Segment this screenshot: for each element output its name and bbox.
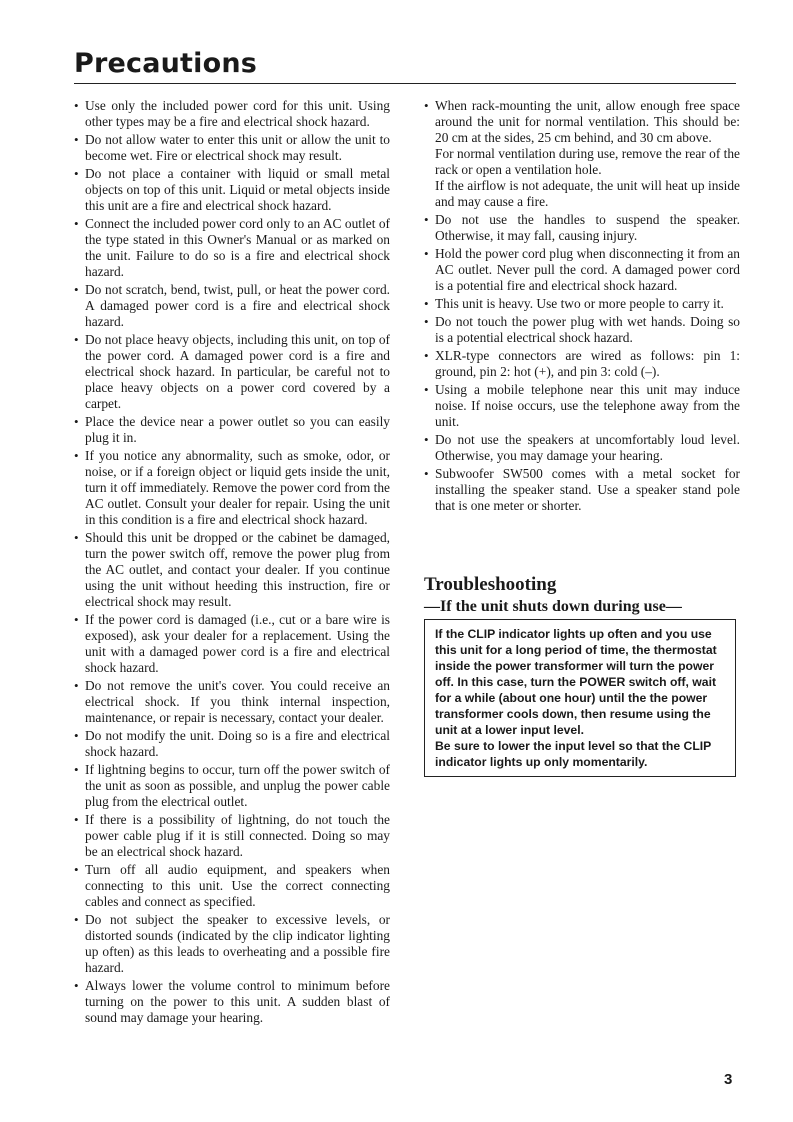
list-item: • Subwoofer SW500 comes with a metal socket for installing the speaker stand. Use a speaker stand pole that is one meter or shorter. [424,466,740,514]
precautions-list-right [424,98,740,516]
list-item: • Do not scratch, bend, twist, pull, or heat the power cord. A damaged power cord is a fire and electrical shock hazard. [74,282,390,330]
title-divider [74,83,736,84]
list-item: • Use only the included power cord for this unit. Using other types may be a fire and electrical shock hazard. [74,98,390,130]
list-item: • XLR-type connectors are wired as follows: pin 1: ground, pin 2: hot (+), and pin 3: cold (–). [424,348,740,380]
list-item: • Turn off all audio equipment, and speakers when connecting to this unit. Use the correct connecting cables and connect as specified. [74,862,390,910]
list-item: • Should this unit be dropped or the cabinet be damaged, turn the power switch off, remove the power plug from the AC outlet, and contact your dealer. If you continue using the unit without heeding this instruction, fire or electrical shock may result. [74,530,390,610]
list-item: • Do not allow water to enter this unit or allow the unit to become wet. Fire or electrical shock may result. [74,132,390,164]
troubleshooting-subheading: —If the unit shuts down during use— [424,598,682,615]
troubleshooting-note: Be sure to lower the input level so that the CLIP indicator lights up only momentarily. [435,739,712,769]
troubleshooting-box [424,619,736,777]
list-item: • If you notice any abnormality, such as smoke, odor, or noise, or if a foreign object or liquid gets inside the unit, turn it off immediately. Remove the power cord from the AC outlet. Consult your dealer for repair. Using the unit in this condition is a fire and electrical shock hazard. [74,448,390,528]
list-item: • Do not place a container with liquid or small metal objects on top of this unit. Liquid or metal objects inside this unit are a fire and electrical shock hazard. [74,166,390,214]
list-item: • Always lower the volume control to minimum before turning on the power to this unit. A sudden blast of sound may damage your hearing. [74,978,390,1026]
list-item: • When rack-mounting the unit, allow enough free space around the unit for normal ventilation. This should be: 20 cm at the sides, 25 cm behind, and 30 cm above. For normal ventilation during use, remove the rear of the rack or open a ventilation hole. If the airflow is not adequate, the unit will heat up inside and may cause a fire. [424,98,740,210]
list-item: • If there is a possibility of lightning, do not touch the power cable plug if it is still connected. Doing so may be an electrical shock hazard. [74,812,390,860]
list-item: • Do not remove the unit's cover. You could receive an electrical shock. If you think internal inspection, maintenance, or repair is necessary, contact your dealer. [74,678,390,726]
list-item: • Do not touch the power plug with wet hands. Doing so is a potential electrical shock hazard. [424,314,740,346]
list-item: • If the power cord is damaged (i.e., cut or a bare wire is exposed), ask your dealer for a replacement. Using the unit with a damaged power cord is a fire and electrical shock hazard. [74,612,390,676]
list-item: • Do not place heavy objects, including this unit, on top of the power cord. A damaged power cord is a fire and electrical shock hazard. In particular, be careful not to place heavy objects on a power cord covered by a carpet. [74,332,390,412]
list-item: • Place the device near a power outlet so you can easily plug it in. [74,414,390,446]
list-item: • Do not use the speakers at uncomfortably loud level. Otherwise, you may damage your hearing. [424,432,740,464]
list-item: • Hold the power cord plug when disconnecting it from an AC outlet. Never pull the cord. A damaged power cord is a potential fire and electrical shock hazard. [424,246,740,294]
page-title: Precautions [74,48,258,79]
list-item: • Do not modify the unit. Doing so is a fire and electrical shock hazard. [74,728,390,760]
troubleshooting-heading: Troubleshooting [424,574,557,595]
list-item: • If lightning begins to occur, turn off the power switch of the unit as soon as possible, and unplug the power cable plug from the electrical outlet. [74,762,390,810]
list-item: • Do not use the handles to suspend the speaker. Otherwise, it may fall, causing injury. [424,212,740,244]
list-item: • Using a mobile telephone near this unit may induce noise. If noise occurs, use the telephone away from the unit. [424,382,740,430]
list-item: • Connect the included power cord only to an AC outlet of the type stated in this Owner's Manual or as marked on the unit. Failure to do so is a fire and electrical shock hazard. [74,216,390,280]
page-number: 3 [724,1071,733,1088]
list-item: • Do not subject the speaker to excessive levels, or distorted sounds (indicated by the clip indicator lighting up often) as this leads to overheating and a possible fire hazard. [74,912,390,976]
list-item: • This unit is heavy. Use two or more people to carry it. [424,296,740,312]
precautions-list-left [74,98,390,1028]
troubleshooting-text: If the CLIP indicator lights up often and you use this unit for a long period of time, the thermostat inside the power transformer will turn the power off. In this case, turn the POWER switch off, wait for a while (about one hour) until the the power transformer cools down, then resume using the unit at a lower input level. [435,627,717,737]
